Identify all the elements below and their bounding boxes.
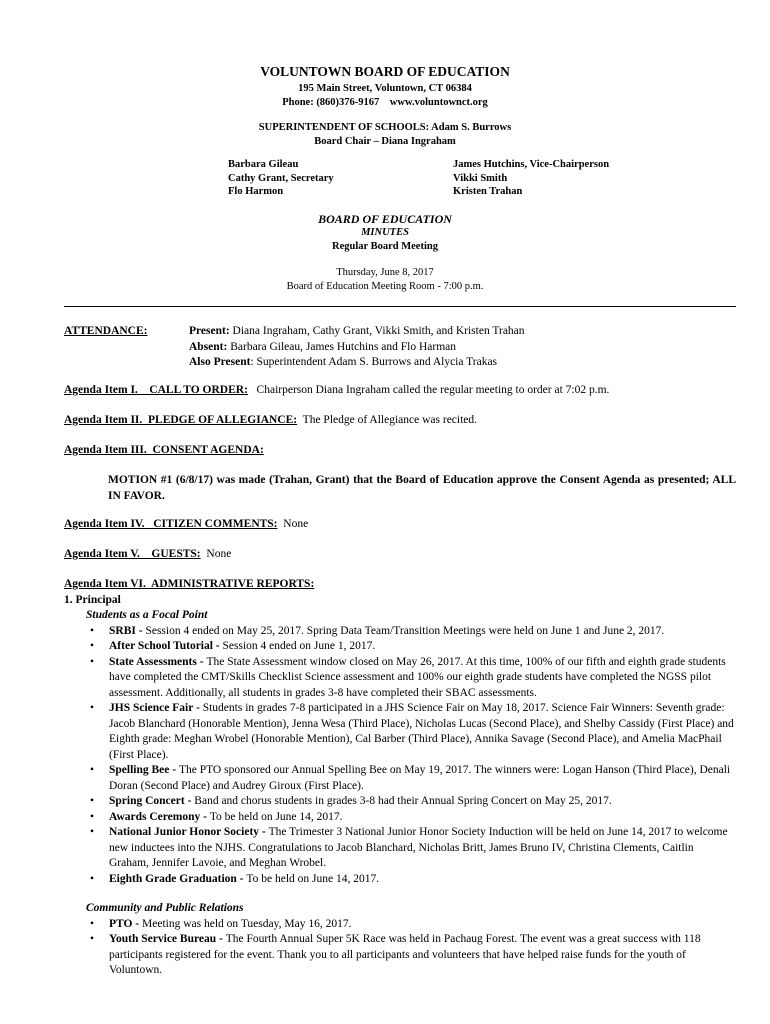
superintendent-line: SUPERINTENDENT OF SCHOOLS: Adam S. Burrows (258, 122, 512, 133)
focal-point-list (87, 624, 736, 888)
item-text: The State Assessment window closed on May 26, 2017. At this time, 100% of our fifth and eighth grade students have completed the CMT/Skills Checklist Science assessment and 100% our eighth grade students have completed the NGSS pilot assessment. Additionally, all students in grades 3-8 have completed their SBAC assessments. (109, 655, 726, 699)
item-title: National Junior Honor Society - (109, 826, 269, 839)
member-name: James Hutchins, Vice-Chairperson (453, 159, 610, 170)
list-item (87, 763, 736, 794)
list-item (87, 917, 736, 933)
item-title: Awards Ceremony - (109, 810, 210, 823)
item-text: Session 4 ended on June 1, 2017. (222, 640, 376, 653)
present-names: Diana Ingraham, Cathy Grant, Vikki Smith, and Kristen Trahan (232, 325, 525, 337)
attendance-body (189, 324, 525, 371)
item-text: To be held on June 14, 2017. (246, 872, 380, 885)
agenda-item-2 (64, 413, 477, 429)
agenda-item-5 (64, 547, 231, 563)
horizontal-rule (64, 306, 736, 307)
agenda-item-1-text: Chairperson Diana Ingraham called the regular meeting to order at 7:02 p.m. (256, 384, 610, 396)
item-title: Eighth Grade Graduation - (109, 872, 247, 885)
board-chair-line: Board Chair – Diana Ingraham (314, 136, 456, 147)
principal-heading: 1. Principal (64, 593, 121, 606)
members-right (453, 158, 609, 199)
absent-label: Absent: (189, 340, 228, 353)
member-name: Kristen Trahan (453, 186, 523, 198)
list-item (87, 639, 736, 655)
attendance-label: ATTENDANCE: (64, 325, 148, 337)
list-item (87, 794, 736, 810)
member-name: Vikki Smith (453, 172, 508, 184)
item-text: To be held on June 14, 2017. (209, 810, 343, 823)
item-text: The Trimester 3 National Junior Honor Society Induction will be held on June 14, 2017 to welcome new inductees into the NJHS. Congratulations to Jacob Blanchard, Nicholas Britt, James Bruno IV, Christina Clements, Caitlin Graham, Jennifer Lavoie, and Meghan Wrobel. (109, 826, 728, 870)
member-name: Cathy Grant, Secretary (228, 172, 334, 184)
item-text: The Fourth Annual Super 5K Race was held in Pachaug Forest. The event was a great success with 118 participants registered for the event. Thank you to all participants and volunteers that have helped raise funds for the youth of Voluntown. (109, 933, 701, 977)
motion-text: MOTION #1 (6/8/17) was made (Trahan, Grant) that the Board of Education approve the Consent Agenda as presented; ALL IN FAVOR. (108, 474, 736, 502)
meeting-location: Board of Education Meeting Room - 7:00 p.m. (286, 281, 484, 292)
agenda-item-5-text: None (206, 548, 232, 560)
focal-point-heading: Students as a Focal Point (86, 609, 208, 622)
agenda-item-3-label: Agenda Item III. CONSENT AGENDA: (64, 444, 264, 456)
item-text: Band and chorus students in grades 3-8 had their Annual Spring Concert on May 25, 2017. (194, 795, 612, 808)
item-title: Youth Service Bureau - (109, 933, 226, 946)
org-contact: Phone: (860)376-9167 www.voluntownct.org (282, 97, 488, 108)
absent-names: Barbara Gileau, James Hutchins and Flo Harman (230, 340, 457, 353)
item-text: Meeting was held on Tuesday, May 16, 2017. (142, 917, 352, 930)
meeting-type: Regular Board Meeting (332, 241, 438, 252)
agenda-item-4 (64, 517, 308, 533)
admin-reports (64, 577, 736, 979)
community-heading: Community and Public Relations (86, 902, 244, 915)
agenda-item-4-label: Agenda Item IV. CITIZEN COMMENTS: (64, 518, 278, 530)
list-item (87, 810, 736, 826)
minutes-label: MINUTES (361, 227, 409, 238)
list-item (87, 655, 736, 702)
present-label: Present: (189, 325, 230, 337)
item-title: After School Tutorial - (109, 640, 223, 653)
item-text: Students in grades 7-8 participated in a JHS Science Fair on May 18, 2017. Science Fair Winners: Seventh grade: Jacob Blanchard (Honorable Mention), Jenna Wesa (Third Place), Nicholas Lucas (Second Place), and Shelby Cassidy (First Place) and Eighth grade: Meghan Wrobel (Honorable Mention), Cal Barber (Third Place), Annika Savage (Second Place), and Amelia MacPhail (First Place). (109, 702, 734, 761)
item-text: Session 4 ended on May 25, 2017. Spring Data Team/Transition Meetings were held on June 1 and June 2, 2017. (145, 624, 665, 637)
agenda-item-1 (64, 383, 609, 399)
board-title: BOARD OF EDUCATION (318, 212, 452, 226)
agenda-item-5-label: Agenda Item V. GUESTS: (64, 548, 201, 560)
item-title: State Assessments - (109, 655, 207, 668)
org-address: 195 Main Street, Voluntown, CT 06384 (298, 83, 472, 94)
item-title: SRBI - (109, 624, 146, 637)
item-title: JHS Science Fair - (109, 702, 203, 715)
org-title: VOLUNTOWN BOARD OF EDUCATION (260, 64, 510, 79)
community-list (87, 917, 736, 979)
list-item (87, 932, 736, 979)
item-title: PTO - (109, 917, 143, 930)
members-left (228, 158, 334, 199)
meeting-date: Thursday, June 8, 2017 (336, 267, 434, 278)
list-item (87, 624, 736, 640)
member-name: Flo Harmon (228, 186, 284, 198)
list-item (87, 825, 736, 872)
agenda-item-2-label: Agenda Item II. PLEDGE OF ALLEGIANCE: (64, 414, 298, 426)
list-item (87, 872, 736, 888)
agenda-item-4-text: None (283, 518, 309, 530)
item-title: Spring Concert - (109, 795, 195, 808)
list-item (87, 701, 736, 763)
agenda-item-1-label: Agenda Item I. CALL TO ORDER: (64, 384, 248, 396)
agenda-item-2-text: The Pledge of Allegiance was recited. (302, 414, 478, 426)
also-present-names: : Superintendent Adam S. Burrows and Alycia Trakas (250, 356, 498, 369)
member-name: Barbara Gileau (228, 159, 299, 170)
agenda-item-6-label: Agenda Item VI. ADMINISTRATIVE REPORTS: (64, 578, 315, 590)
item-text: The PTO sponsored our Annual Spelling Bee on May 19, 2017. The winners were: Logan Hanson (Third Place), Denali Doran (Second Place) and Audrey Giroux (First Place). (109, 764, 731, 792)
also-present-label: Also Present (189, 356, 251, 369)
item-title: Spelling Bee - (109, 764, 179, 777)
